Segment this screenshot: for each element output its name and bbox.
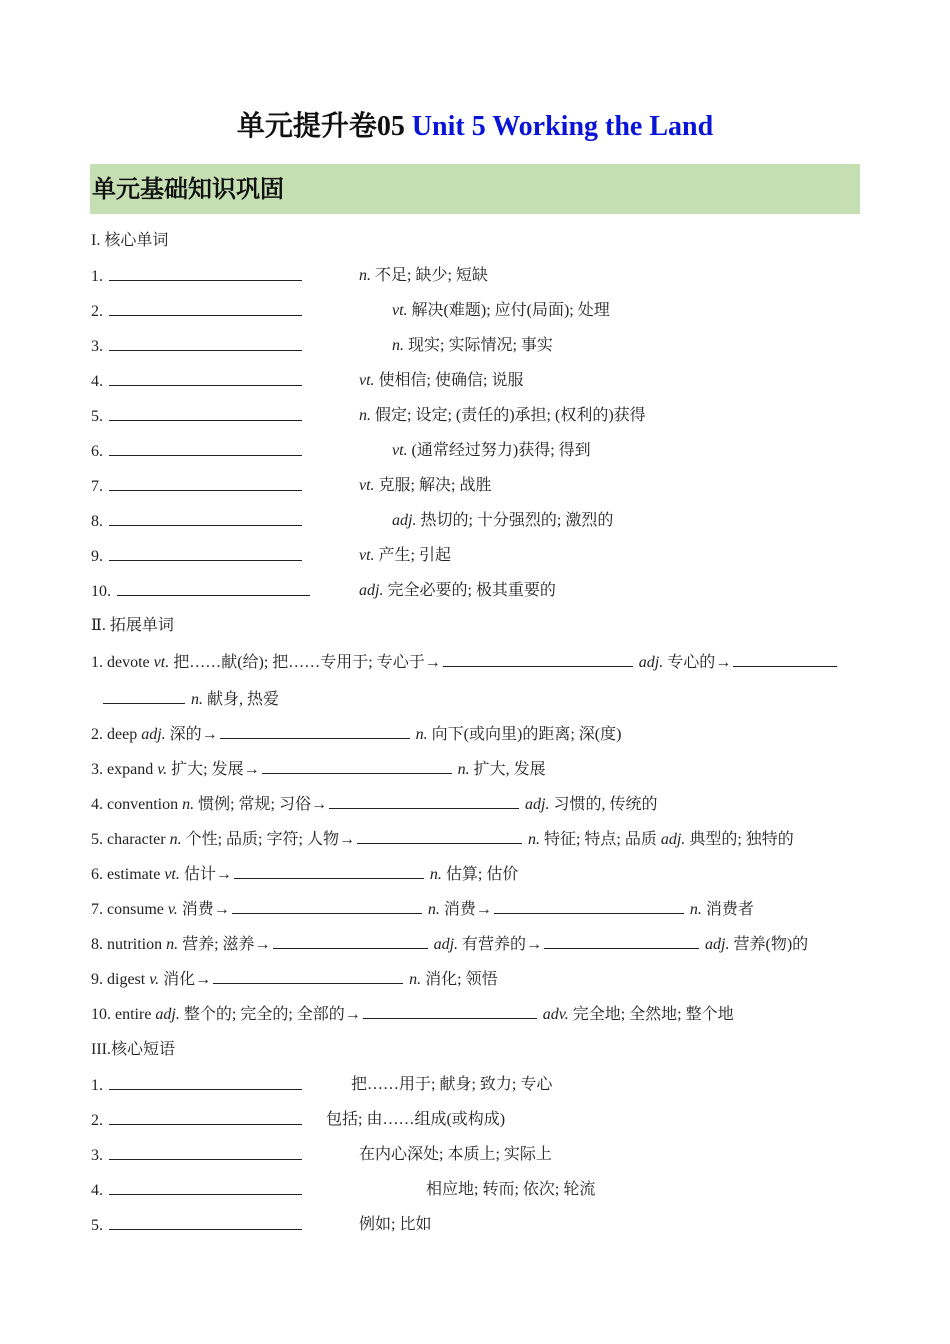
- answer-blank[interactable]: [262, 757, 452, 774]
- vocab-gloss: vt. 解决(难题); 应付(局面); 处理: [392, 302, 610, 319]
- answer-blank[interactable]: [234, 862, 424, 879]
- extend-item: 7. consume v. 消费→ n. 消费→ n. 消费者: [91, 897, 754, 921]
- vocab-gloss: vt. 产生; 引起: [359, 547, 451, 564]
- answer-blank[interactable]: [109, 1108, 302, 1125]
- extend-item: 4. convention n. 惯例; 常规; 习俗→ adj. 习惯的, 传统的: [91, 792, 657, 816]
- extend-item: 3. expand v. 扩大; 发展→ n. 扩大, 发展: [91, 757, 546, 781]
- extend-item: 5. character n. 个性; 品质; 字符; 人物→ n. 特征; 特点; 品质 adj. 典型的; 独特的: [91, 827, 794, 851]
- vocab-item: 3.: [91, 334, 304, 358]
- title-prefix: 单元提升卷05: [236, 111, 405, 142]
- answer-blank[interactable]: [117, 579, 310, 596]
- answer-blank[interactable]: [273, 932, 428, 949]
- phrase-gloss: 例如; 比如: [359, 1216, 432, 1233]
- section-header: 单元基础知识巩固: [90, 164, 860, 214]
- extend-item: 2. deep adj. 深的→ n. 向下(或向里)的距离; 深(度): [91, 722, 621, 746]
- vocab-item: 7.: [91, 474, 304, 498]
- answer-blank[interactable]: [109, 1213, 302, 1230]
- vocab-item: 9.: [91, 544, 304, 568]
- phrase-item: 3.: [91, 1143, 304, 1167]
- title-english: Unit 5 Working the Land: [411, 111, 714, 142]
- vocab-item: 2.: [91, 299, 304, 323]
- answer-blank[interactable]: [544, 932, 699, 949]
- answer-blank[interactable]: [109, 334, 302, 351]
- vocab-gloss: vt. 克服; 解决; 战胜: [359, 477, 492, 494]
- answer-blank[interactable]: [443, 650, 633, 667]
- answer-blank[interactable]: [363, 1002, 537, 1019]
- phrase-item: 2.: [91, 1108, 304, 1132]
- vocab-item: 10.: [91, 579, 312, 603]
- answer-blank[interactable]: [329, 792, 519, 809]
- answer-blank[interactable]: [109, 404, 302, 421]
- extend-item: 8. nutrition n. 营养; 滋养→ adj. 有营养的→ adj. 营养(物)的: [91, 932, 808, 956]
- answer-blank[interactable]: [109, 1073, 302, 1090]
- answer-blank[interactable]: [109, 369, 302, 386]
- answer-blank[interactable]: [109, 1143, 302, 1160]
- phrase-gloss: 在内心深处; 本质上; 实际上: [359, 1146, 552, 1163]
- vocab-item: 6.: [91, 439, 304, 463]
- answer-blank[interactable]: [232, 897, 422, 914]
- answer-blank[interactable]: [109, 439, 302, 456]
- vocab-gloss: adj. 完全必要的; 极其重要的: [359, 582, 556, 599]
- answer-blank[interactable]: [103, 687, 185, 704]
- answer-blank[interactable]: [213, 967, 403, 984]
- vocab-gloss: vt. 使相信; 使确信; 说服: [359, 372, 524, 389]
- vocab-item: 8.: [91, 509, 304, 533]
- vocab-gloss: vt. (通常经过努力)获得; 得到: [392, 442, 591, 459]
- answer-blank[interactable]: [109, 474, 302, 491]
- page-title: [0, 104, 950, 144]
- extend-item: 9. digest v. 消化→ n. 消化; 领悟: [91, 967, 498, 991]
- extend-item: 6. estimate vt. 估计→ n. 估算; 估价: [91, 862, 518, 886]
- answer-blank[interactable]: [357, 827, 522, 844]
- extend-item-continued: n. 献身, 热爱: [91, 687, 279, 711]
- phrase-item: 4.: [91, 1178, 304, 1202]
- answer-blank[interactable]: [109, 299, 302, 316]
- answer-blank[interactable]: [109, 544, 302, 561]
- vocab-gloss: n. 假定; 设定; (责任的)承担; (权利的)获得: [359, 407, 646, 424]
- part2-heading: Ⅱ. 拓展单词: [91, 617, 174, 634]
- extend-item: 10. entire adj. 整个的; 完全的; 全部的→ adv. 完全地; 全然地; 整个地: [91, 1002, 734, 1026]
- vocab-gloss: adj. 热切的; 十分强烈的; 激烈的: [392, 512, 614, 529]
- answer-blank[interactable]: [109, 1178, 302, 1195]
- part3-heading: III.核心短语: [91, 1041, 175, 1058]
- answer-blank[interactable]: [109, 264, 302, 281]
- answer-blank[interactable]: [220, 722, 410, 739]
- vocab-item: 5.: [91, 404, 304, 428]
- part1-heading: I. 核心单词: [91, 232, 169, 249]
- vocab-item: 1.: [91, 264, 304, 288]
- extend-item: 1. devote vt. 把……献(给); 把……专用于; 专心于→ adj. 专心的→: [91, 650, 839, 674]
- vocab-gloss: n. 现实; 实际情况; 事实: [392, 337, 553, 354]
- phrase-item: 5.: [91, 1213, 304, 1237]
- vocab-gloss: n. 不足; 缺少; 短缺: [359, 267, 488, 284]
- answer-blank[interactable]: [494, 897, 684, 914]
- phrase-gloss: 相应地; 转而; 依次; 轮流: [426, 1181, 596, 1198]
- phrase-gloss: 把……用于; 献身; 致力; 专心: [351, 1076, 553, 1093]
- phrase-gloss: 包括; 由……组成(或构成): [326, 1111, 506, 1128]
- answer-blank[interactable]: [733, 650, 837, 667]
- phrase-item: 1.: [91, 1073, 304, 1097]
- answer-blank[interactable]: [109, 509, 302, 526]
- vocab-item: 4.: [91, 369, 304, 393]
